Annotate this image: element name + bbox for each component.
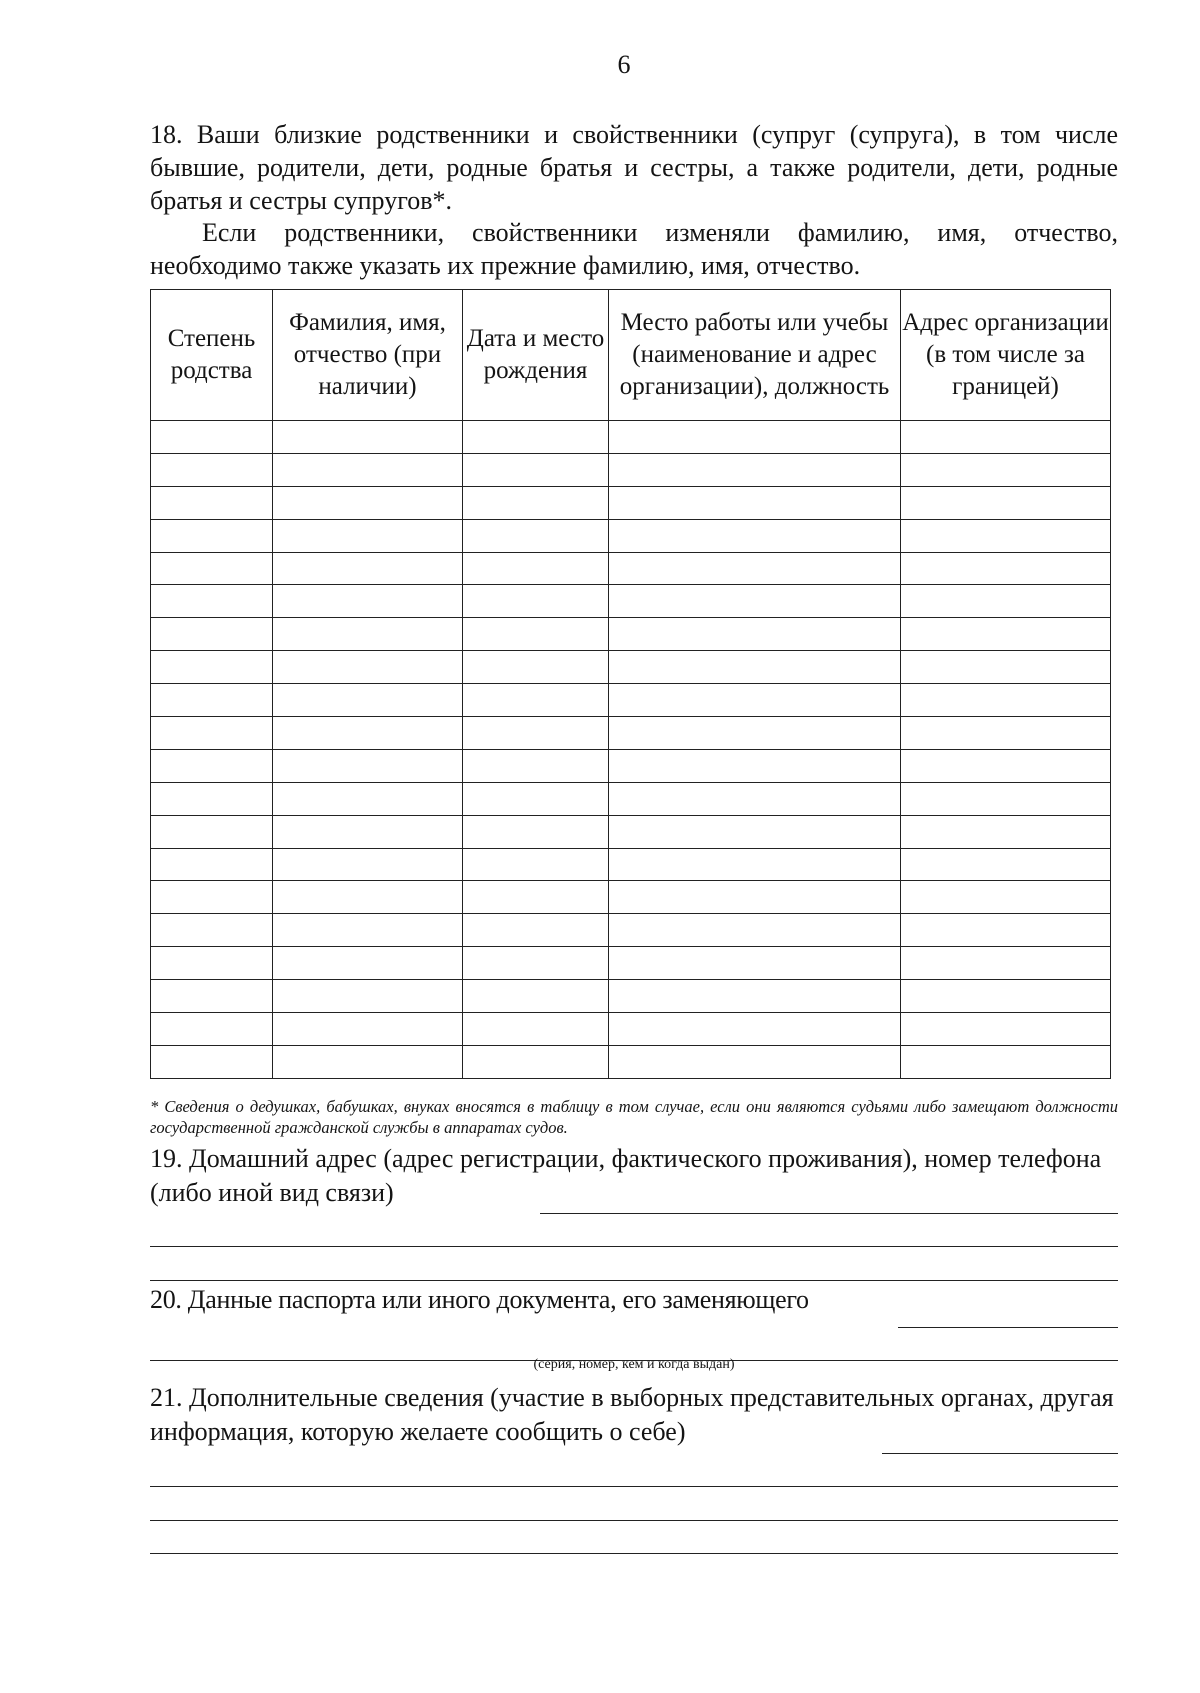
table-row [151,486,1111,519]
table-row [151,947,1111,980]
table-cell[interactable] [463,585,609,618]
table-cell[interactable] [463,914,609,947]
table-cell[interactable] [609,782,901,815]
table-cell[interactable] [901,421,1111,454]
table-cell[interactable] [901,815,1111,848]
question-18-note: Если родственники, свойственники изменяли фамилию, имя, отчество, необходимо также указать их прежние фамилию, имя, отчество. [150,218,1118,280]
table-cell[interactable] [901,651,1111,684]
answer-line-19a[interactable] [540,1213,1118,1214]
table-cell[interactable] [901,980,1111,1013]
table-row [151,453,1111,486]
table-cell[interactable] [151,947,273,980]
table-row [151,618,1111,651]
answer-line-20a[interactable] [898,1327,1118,1328]
table-row [151,519,1111,552]
table-cell[interactable] [901,848,1111,881]
answer-line-21a[interactable] [882,1453,1118,1454]
table-cell[interactable] [273,1013,463,1046]
table-cell[interactable] [151,980,273,1013]
table-cell[interactable] [273,421,463,454]
table-cell[interactable] [151,782,273,815]
table-cell[interactable] [151,486,273,519]
table-cell[interactable] [273,914,463,947]
table-cell[interactable] [273,848,463,881]
table-cell[interactable] [463,980,609,1013]
table-cell[interactable] [463,519,609,552]
page-number: 6 [617,50,631,79]
table-row [151,980,1111,1013]
table-cell[interactable] [273,453,463,486]
table-cell[interactable] [151,519,273,552]
answer-line-19c[interactable] [150,1280,1118,1281]
answer-line-21c[interactable] [150,1520,1118,1521]
table-cell[interactable] [901,618,1111,651]
table-cell[interactable] [273,815,463,848]
header-org-address: Адрес организации (в том числе за границей) [901,290,1111,421]
table-row [151,914,1111,947]
header-workplace: Место работы или учебы (наименование и адрес организации), должность [609,290,901,421]
table-cell[interactable] [901,914,1111,947]
table-cell[interactable] [151,749,273,782]
relatives-table [150,289,1111,1079]
table-cell[interactable] [151,848,273,881]
table-cell[interactable] [463,782,609,815]
table-cell[interactable] [463,618,609,651]
header-relation: Степень родства [151,290,273,421]
question-19-text: 19. Домашний адрес (адрес регистрации, фактического проживания), номер телефона (либо иной вид связи) [150,1144,1102,1207]
table-cell[interactable] [901,486,1111,519]
table-cell[interactable] [609,881,901,914]
table-cell[interactable] [151,684,273,717]
table-cell[interactable] [609,815,901,848]
table-cell[interactable] [273,1045,463,1078]
header-full-name: Фамилия, имя, отчество (при наличии) [273,290,463,421]
table-cell[interactable] [609,684,901,717]
table-cell[interactable] [273,552,463,585]
table-cell[interactable] [609,749,901,782]
table-cell[interactable] [609,421,901,454]
table-cell[interactable] [463,947,609,980]
table-cell[interactable] [609,585,901,618]
table-cell[interactable] [273,519,463,552]
table-cell[interactable] [463,1013,609,1046]
table-cell[interactable] [273,782,463,815]
table-row [151,552,1111,585]
table-row [151,749,1111,782]
table-cell[interactable] [273,585,463,618]
relatives-table-header [151,290,1111,421]
table-cell[interactable] [901,552,1111,585]
table-cell[interactable] [273,486,463,519]
table-cell[interactable] [609,947,901,980]
table-cell[interactable] [609,848,901,881]
table-cell[interactable] [901,453,1111,486]
table-cell[interactable] [463,815,609,848]
table-cell[interactable] [609,717,901,750]
table-cell[interactable] [273,717,463,750]
table-row [151,651,1111,684]
table-cell[interactable] [463,684,609,717]
table-cell[interactable] [463,453,609,486]
table-row [151,421,1111,454]
table-cell[interactable] [463,486,609,519]
table-cell[interactable] [609,1013,901,1046]
table-row [151,585,1111,618]
answer-line-21b[interactable] [150,1486,1118,1487]
table-cell[interactable] [151,881,273,914]
table-cell[interactable] [609,1045,901,1078]
table-cell[interactable] [609,914,901,947]
table-cell[interactable] [273,618,463,651]
table-row [151,848,1111,881]
table-cell[interactable] [151,618,273,651]
table-cell[interactable] [463,881,609,914]
table-cell[interactable] [273,947,463,980]
table-cell[interactable] [151,552,273,585]
table-cell[interactable] [151,1045,273,1078]
table-cell[interactable] [151,453,273,486]
table-cell[interactable] [463,651,609,684]
table-row [151,1045,1111,1078]
table-cell[interactable] [901,881,1111,914]
table-cell[interactable] [463,848,609,881]
table-cell[interactable] [609,552,901,585]
table-cell[interactable] [901,749,1111,782]
table-row [151,782,1111,815]
table-cell[interactable] [609,618,901,651]
table-cell[interactable] [901,519,1111,552]
table-cell[interactable] [609,453,901,486]
table-row [151,684,1111,717]
table-cell[interactable] [463,421,609,454]
table-cell[interactable] [463,749,609,782]
table-cell[interactable] [609,651,901,684]
question-20-text: 20. Данные паспорта или иного документа, его заменяющего [150,1285,809,1314]
table-cell[interactable] [151,421,273,454]
table-cell[interactable] [609,980,901,1013]
table-cell[interactable] [151,585,273,618]
table-cell[interactable] [151,815,273,848]
table-cell[interactable] [273,651,463,684]
table-cell[interactable] [151,717,273,750]
header-birth: Дата и место рождения [463,290,609,421]
table-cell[interactable] [609,486,901,519]
answer-line-19b[interactable] [150,1246,1118,1247]
table-cell[interactable] [273,749,463,782]
question-21-text: 21. Дополнительные сведения (участие в выборных представительных органах, другая информация, которую желаете сообщить о себе) [150,1383,1114,1446]
table-cell[interactable] [273,980,463,1013]
table-cell[interactable] [901,947,1111,980]
question-18-text: 18. Ваши близкие родственники и свойственники (супруг (супруга), в том числе бывшие, родители, дети, родные братья и сестры, а также родители, дети, родные братья и сестры супругов*. [150,120,1118,215]
table-cell[interactable] [151,651,273,684]
table-cell[interactable] [901,1045,1111,1078]
table-cell[interactable] [901,782,1111,815]
table-cell[interactable] [901,717,1111,750]
table-row [151,881,1111,914]
table-cell[interactable] [273,881,463,914]
table-cell[interactable] [609,519,901,552]
table-cell[interactable] [151,914,273,947]
question-20-hint: (серия, номер, кем и когда выдан) [533,1357,735,1372]
table-cell[interactable] [151,1013,273,1046]
table-row [151,1013,1111,1046]
table-cell[interactable] [463,1045,609,1078]
table-cell[interactable] [901,1013,1111,1046]
table-cell[interactable] [463,552,609,585]
table-cell[interactable] [463,717,609,750]
answer-line-21d[interactable] [150,1553,1118,1554]
table-cell[interactable] [273,684,463,717]
table-row [151,717,1111,750]
table-cell[interactable] [901,585,1111,618]
table-row [151,815,1111,848]
footnote: * Сведения о дедушках, бабушках, внуках вносятся в таблицу в том случае, если они являются судьями либо замещают должности государственной гражданской службы в аппаратах судов. [150,1097,1118,1137]
table-cell[interactable] [901,684,1111,717]
